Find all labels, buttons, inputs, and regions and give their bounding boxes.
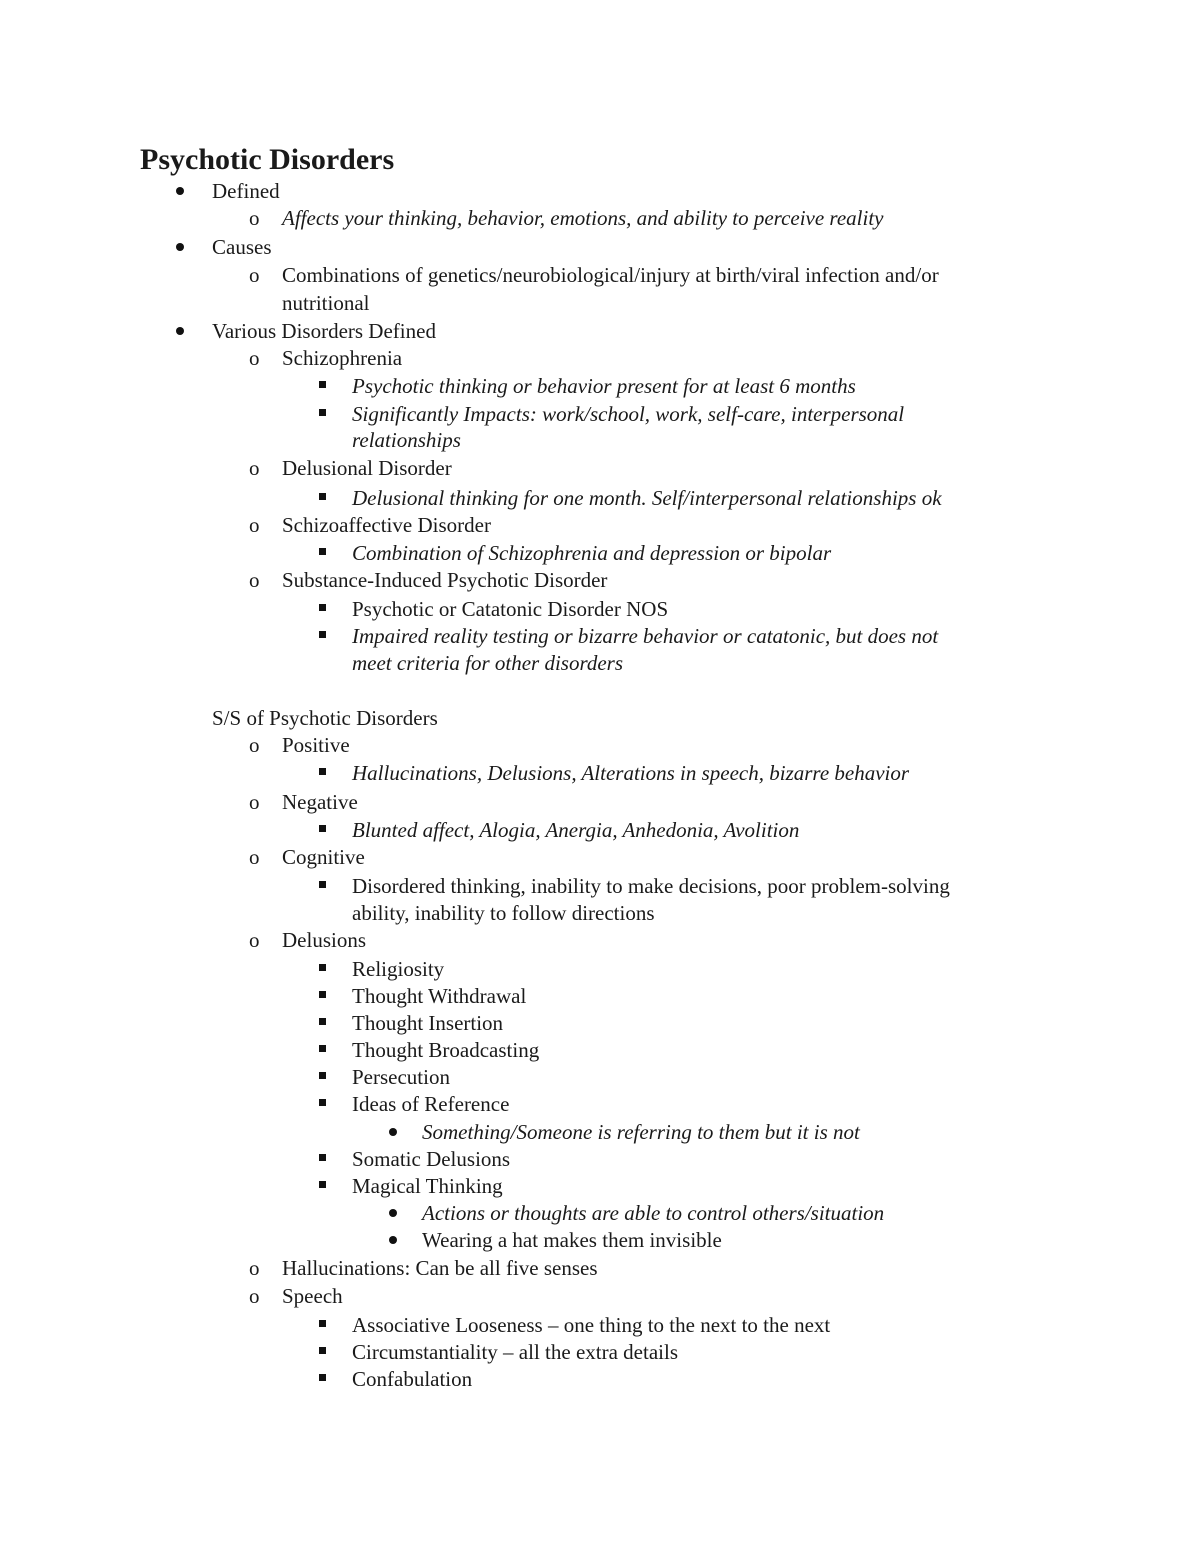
bullet-o: o [249, 928, 260, 952]
list-item-substance-2: Impaired reality testing or bizarre behavior or catatonic, but does not [352, 624, 939, 648]
bullet-square [319, 1347, 326, 1354]
list-item-confabulation: Confabulation [352, 1367, 473, 1391]
list-item-schizophrenia-1: Psychotic thinking or behavior present for at least 6 months [352, 374, 856, 398]
bullet-o: o [249, 845, 260, 869]
list-item-thought-insertion: Thought Insertion [352, 1011, 504, 1035]
list-item-circumstantiality: Circumstantiality – all the extra details [352, 1340, 678, 1364]
bullet-square [319, 493, 326, 500]
list-item-positive-1: Hallucinations, Delusions, Alterations in speech, bizarre behavior [352, 761, 910, 785]
bullet-o: o [249, 1284, 260, 1308]
list-item-defined: Defined [212, 179, 280, 203]
bullet-square [319, 631, 326, 638]
bullet-o: o [249, 513, 260, 537]
bullet-dot [389, 1209, 397, 1217]
list-item-associative-looseness: Associative Looseness – one thing to the next to the next [352, 1313, 831, 1337]
page-title: Psychotic Disorders [140, 143, 395, 176]
bullet-o: o [249, 456, 260, 480]
list-item-magical-thinking-1: Actions or thoughts are able to control others/situation [422, 1201, 885, 1225]
list-item-religiosity: Religiosity [352, 957, 445, 981]
list-item-positive: Positive [282, 733, 350, 757]
bullet-square [319, 409, 326, 416]
list-item-thought-broadcasting: Thought Broadcasting [352, 1038, 540, 1062]
list-item-thought-withdrawal: Thought Withdrawal [352, 984, 527, 1008]
bullet-o: o [249, 568, 260, 592]
list-item-schizophrenia-2: Significantly Impacts: work/school, work, self-care, interpersonal [352, 402, 905, 426]
list-item-magical-thinking-2: Wearing a hat makes them invisible [422, 1228, 722, 1252]
list-item-schizophrenia: Schizophrenia [282, 346, 403, 370]
bullet-o: o [249, 206, 260, 230]
list-item-delusions: Delusions [282, 928, 366, 952]
bullet-square [319, 991, 326, 998]
list-item-schizoaffective-1: Combination of Schizophrenia and depression or bipolar [352, 541, 832, 565]
list-item-causes-desc: Combinations of genetics/neurobiological/injury at birth/viral infection and/or [282, 263, 939, 287]
bullet-dot [176, 327, 184, 335]
list-item-schizophrenia-2-cont: relationships [352, 428, 461, 452]
bullet-dot [389, 1236, 397, 1244]
list-item-somatic-delusions: Somatic Delusions [352, 1147, 511, 1171]
bullet-square [319, 1018, 326, 1025]
list-item-negative-1: Blunted affect, Alogia, Anergia, Anhedonia, Avolition [352, 818, 800, 842]
bullet-square [319, 1154, 326, 1161]
list-item-negative: Negative [282, 790, 358, 814]
bullet-o: o [249, 733, 260, 757]
bullet-o: o [249, 263, 260, 287]
list-item-defined-desc: Affects your thinking, behavior, emotions, and ability to perceive reality [282, 206, 884, 230]
list-item-ideas-of-reference: Ideas of Reference [352, 1092, 510, 1116]
list-item-causes: Causes [212, 235, 272, 259]
section-heading-ss: S/S of Psychotic Disorders [212, 706, 438, 730]
list-item-cognitive: Cognitive [282, 845, 365, 869]
list-item-delusional-1: Delusional thinking for one month. Self/interpersonal relationships ok [352, 486, 942, 510]
list-item-schizoaffective: Schizoaffective Disorder [282, 513, 491, 537]
bullet-square [319, 548, 326, 555]
list-item-magical-thinking: Magical Thinking [352, 1174, 503, 1198]
bullet-square [319, 1045, 326, 1052]
bullet-dot [176, 243, 184, 251]
list-item-various-disorders: Various Disorders Defined [212, 319, 436, 343]
bullet-o: o [249, 1256, 260, 1280]
bullet-dot [176, 187, 184, 195]
bullet-o: o [249, 346, 260, 370]
list-item-cognitive-1: Disordered thinking, inability to make decisions, poor problem-solving [352, 874, 950, 898]
bullet-square [319, 881, 326, 888]
list-item-substance-1: Psychotic or Catatonic Disorder NOS [352, 597, 669, 621]
bullet-square [319, 1099, 326, 1106]
bullet-square [319, 825, 326, 832]
list-item-delusional-disorder: Delusional Disorder [282, 456, 452, 480]
bullet-square [319, 1072, 326, 1079]
bullet-o: o [249, 790, 260, 814]
bullet-dot [389, 1128, 397, 1136]
list-item-persecution: Persecution [352, 1065, 450, 1089]
list-item-causes-desc-cont: nutritional [282, 291, 370, 315]
list-item-speech: Speech [282, 1284, 343, 1308]
bullet-square [319, 1320, 326, 1327]
bullet-square [319, 768, 326, 775]
list-item-hallucinations: Hallucinations: Can be all five senses [282, 1256, 598, 1280]
list-item-cognitive-1-cont: ability, inability to follow directions [352, 901, 655, 925]
list-item-substance-2-cont: meet criteria for other disorders [352, 651, 624, 675]
list-item-substance-induced: Substance-Induced Psychotic Disorder [282, 568, 608, 592]
bullet-square [319, 604, 326, 611]
bullet-square [319, 1181, 326, 1188]
bullet-square [319, 964, 326, 971]
list-item-ideas-of-reference-1: Something/Someone is referring to them but it is not [422, 1120, 860, 1144]
bullet-square [319, 1374, 326, 1381]
bullet-square [319, 381, 326, 388]
